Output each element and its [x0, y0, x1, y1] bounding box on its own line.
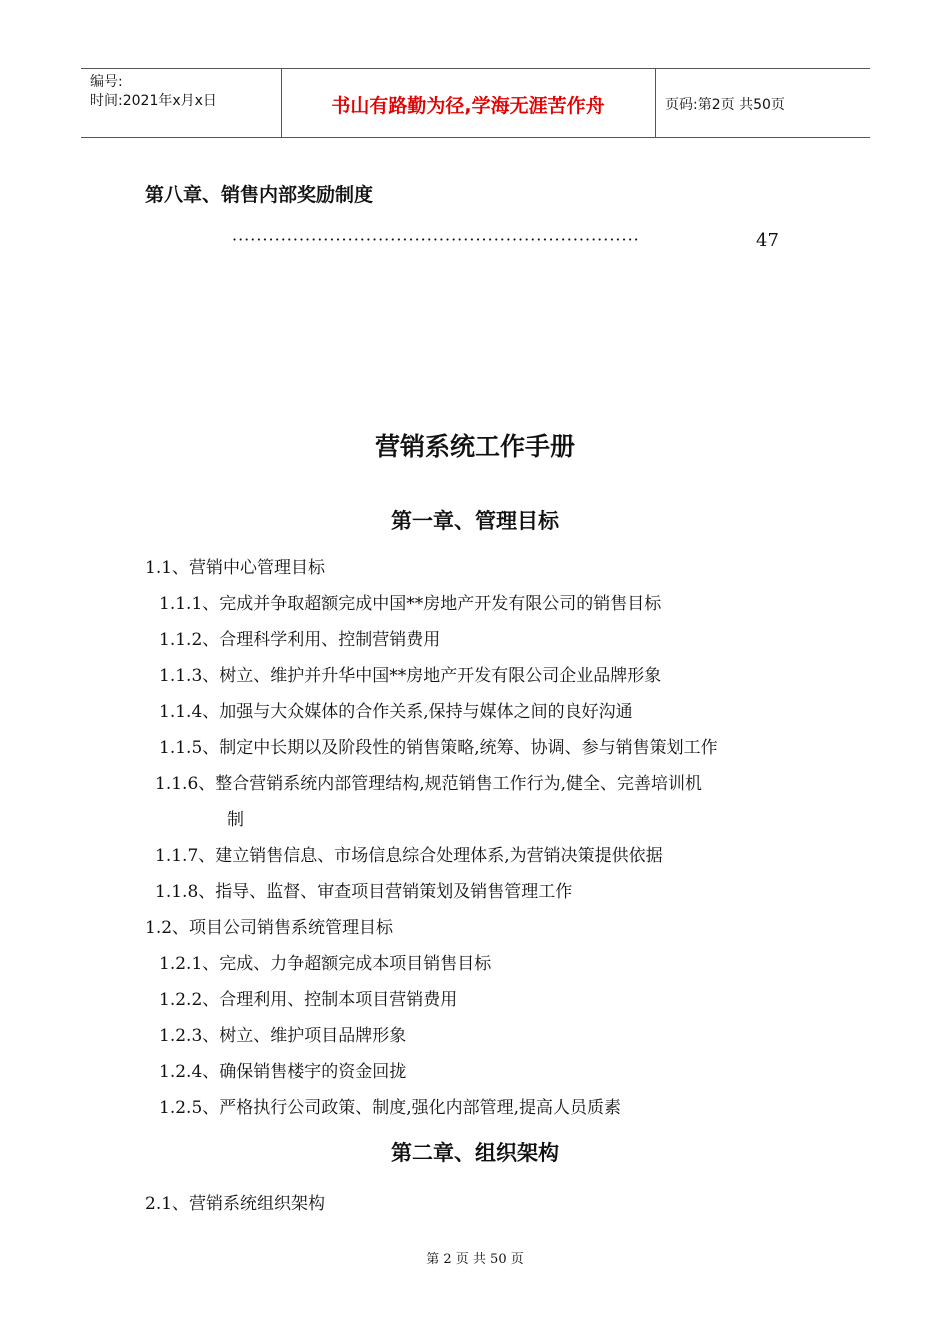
list-item: 1.1.2、合理科学利用、控制营销费用 [159, 630, 441, 650]
header-divider [655, 69, 656, 137]
toc-page-number: 47 [756, 230, 779, 251]
section-heading: 1.1、营销中心管理目标 [145, 558, 326, 578]
toc-entry-title: 第八章、销售内部奖励制度 [145, 184, 374, 206]
header-motto: 书山有路勤为径,学海无涯苦作舟 [331, 95, 605, 117]
list-item: 1.2.3、树立、维护项目品牌形象 [159, 1026, 407, 1046]
document-title: 营销系统工作手册 [374, 432, 575, 461]
list-item: 1.1.4、加强与大众媒体的合作关系,保持与媒体之间的良好沟通 [159, 702, 633, 722]
chapter-heading: 第二章、组织架构 [391, 1141, 559, 1165]
list-item: 1.2.2、合理利用、控制本项目营销费用 [159, 990, 458, 1010]
header-page-info: 页码:第2页 共50页 [665, 97, 785, 113]
list-item: 1.1.7、建立销售信息、市场信息综合处理体系,为营销决策提供依据 [155, 846, 663, 866]
time-label: 时间:2021年x月x日 [90, 93, 217, 109]
list-item: 1.1.5、制定中长期以及阶段性的销售策略,统筹、协调、参与销售策划工作 [159, 738, 718, 758]
list-item: 1.1.8、指导、监督、审查项目营销策划及销售管理工作 [155, 882, 573, 902]
chapter-heading: 第一章、管理目标 [391, 509, 559, 533]
list-item: 1.1.6、整合营销系统内部管理结构,规范销售工作行为,健全、完善培训机 [155, 774, 703, 794]
page-footer: 第 2 页 共 50 页 [426, 1252, 524, 1267]
toc-dot-leader: ··································································· [232, 230, 640, 249]
page-header [81, 68, 870, 138]
number-label: 编号: [90, 74, 123, 90]
list-item: 1.2.4、确保销售楼宇的资金回拢 [159, 1062, 407, 1082]
list-item-continuation: 制 [227, 810, 244, 830]
section-heading: 1.2、项目公司销售系统管理目标 [145, 918, 394, 938]
list-item: 1.2.5、严格执行公司政策、制度,强化内部管理,提高人员质素 [159, 1098, 622, 1118]
section-heading: 2.1、营销系统组织架构 [145, 1194, 326, 1214]
list-item: 1.1.3、树立、维护并升华中国**房地产开发有限公司企业品牌形象 [159, 666, 662, 686]
header-left [90, 73, 217, 111]
list-item: 1.2.1、完成、力争超额完成本项目销售目标 [159, 954, 492, 974]
list-item: 1.1.1、完成并争取超额完成中国**房地产开发有限公司的销售目标 [159, 594, 662, 614]
